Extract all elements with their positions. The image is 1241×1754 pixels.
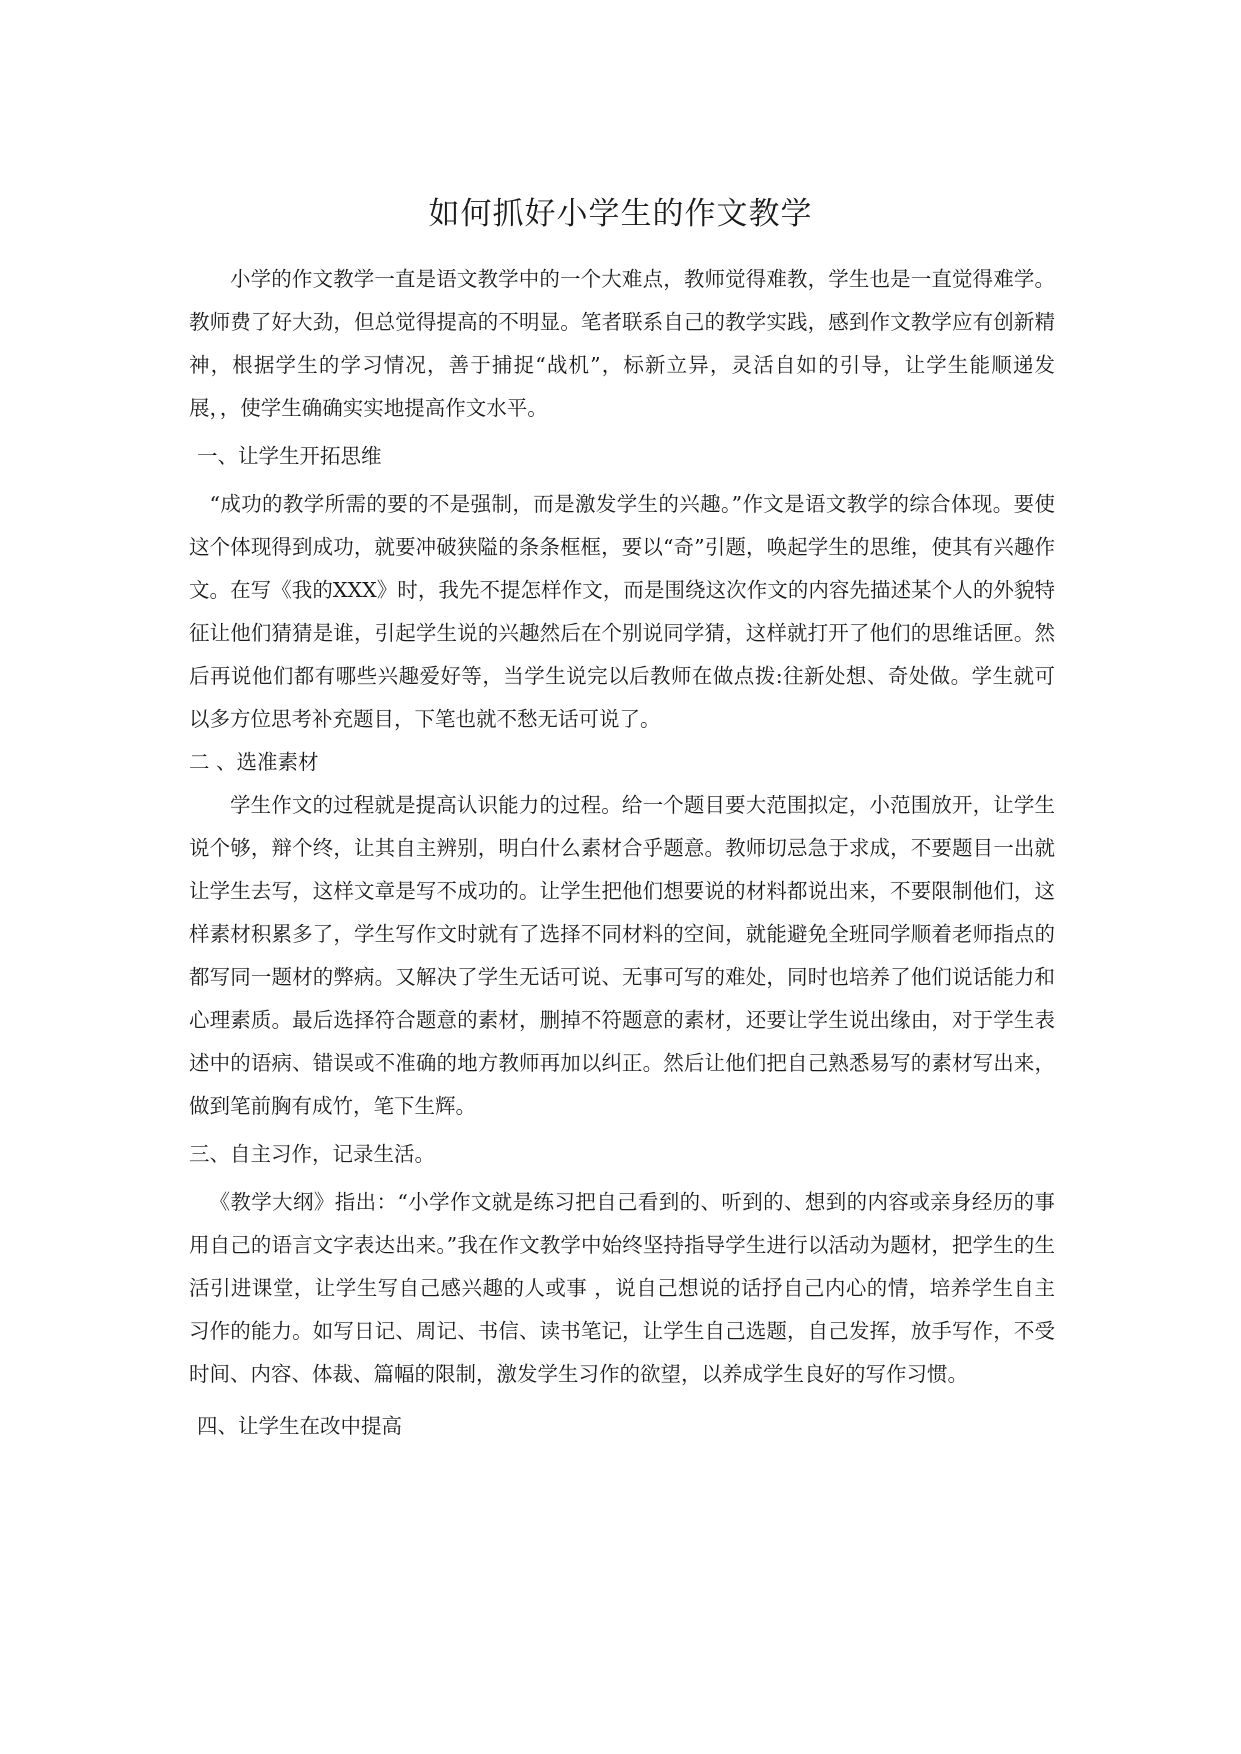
section-1-paragraph: “成功的教学所需的要的不是强制，而是激发学生的兴趣。”作文是语文教学的综合体现。要使这个体现得到成功，就要冲破狭隘的条条框框，要以“奇”引题，唤起学生的思维，使其有兴趣作文。在写《我的XXX》时，我先不提怎样作文，而是围绕这次作文的内容先描述某个人的外貌特征让他们猜猜是谁，引起学生说的兴趣然后在个别说同学猜，这样就打开了他们的思维话匣。然后再说他们都有哪些兴趣爱好等，当学生说完以后教师在做点拨:往新处想、奇处做。学生就可以多方位思考补充题目，下笔也就不愁无话可说了。 <box>189 492 1055 731</box>
section-1-heading: 一、让学生开拓思维 <box>197 444 382 468</box>
document-title: 如何抓好小学生的作文教学 <box>428 196 813 232</box>
document-body <box>189 258 1055 1448</box>
intro-paragraph: 小学的作文教学一直是语文教学中的一个大难点，教师觉得难教，学生也是一直觉得难学。教师费了好大劲，但总觉得提高的不明显。笔者联系自己的教学实践，感到作文教学应有创新精神，根据学生的学习情况，善于捕捉“战机”，标新立异，灵活自如的引导，让学生能顺递发展，，使学生确确实实地提高作文水平。 <box>189 267 1055 420</box>
section-3-paragraph: 《教学大纲》指出：“小学作文就是练习把自己看到的、听到的、想到的内容或亲身经历的事用自己的语言文字表达出来。”我在作文教学中始终坚持指导学生进行以活动为题材，把学生的生活引进课堂，让学生写自己感兴趣的人或事 ，说自己想说的话抒自己内心的情，培养学生自主习作的能力。如写日记、周记、书信、读书笔记，让学生自己选题，自己发挥，放手写作，不受时间、内容、体裁、篇幅的限制，激发学生习作的欲望，以养成学生良好的写作习惯。 <box>189 1190 1055 1386</box>
section-4-heading: 四、让学生在改中提高 <box>197 1414 402 1438</box>
section-3-heading: 三、自主习作，记录生活。 <box>189 1142 435 1166</box>
section-2-paragraph: 学生作文的过程就是提高认识能力的过程。给一个题目要大范围拟定，小范围放开，让学生说个够，辩个终，让其自主辨别，明白什么素材合乎题意。教师切忌急于求成，不要题目一出就让学生去写，这样文章是写不成功的。让学生把他们想要说的材料都说出来，不要限制他们，这样素材积累多了，学生写作文时就有了选择不同材料的空间，就能避免全班同学顺着老师指点的都写同一题材的弊病。又解决了学生无话可说、无事可写的难处，同时也培养了他们说话能力和心理素质。最后选择符合题意的素材，删掉不符题意的素材，还要让学生说出缘由，对于学生表述中的语病、错误或不准确的地方教师再加以纠正。然后让他们把自己熟悉易写的素材写出来，做到笔前胸有成竹，笔下生辉。 <box>189 793 1055 1118</box>
section-2-heading: 二 、选准素材 <box>189 750 319 774</box>
